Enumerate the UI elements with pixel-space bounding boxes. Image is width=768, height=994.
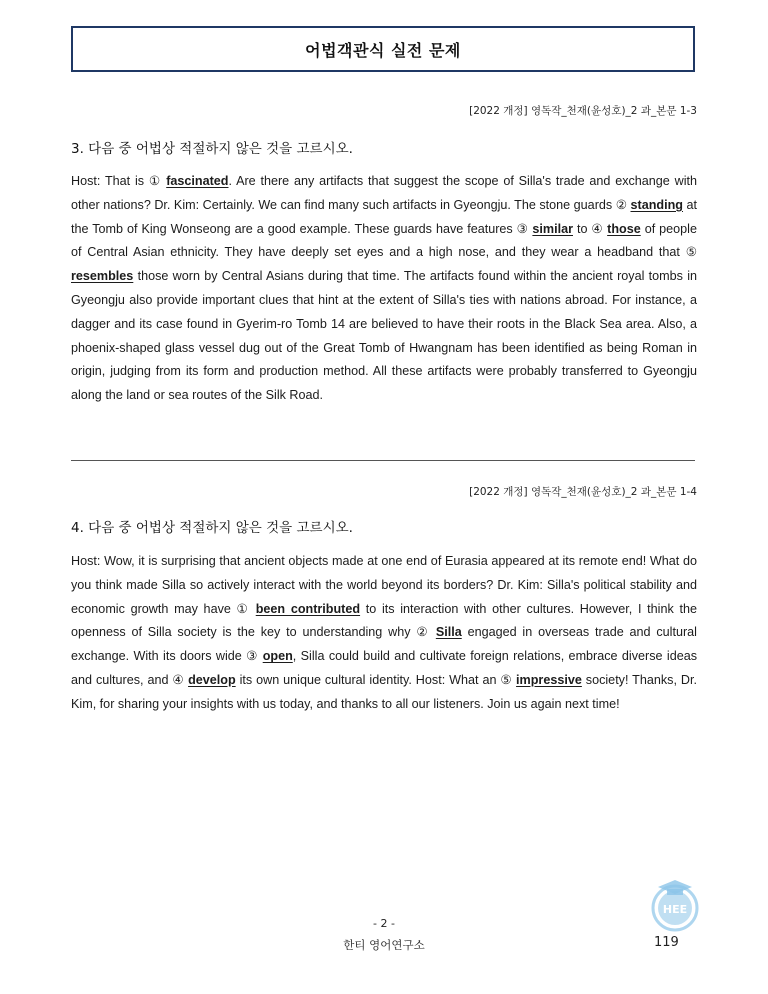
underlined-option: been contributed xyxy=(255,601,361,616)
underlined-option: develop xyxy=(188,672,236,687)
title-box xyxy=(71,26,695,72)
underlined-option: those xyxy=(607,221,641,236)
passage-text: , Silla could build and cultivate foreign relations, embrace diverse ideas and cultures, and ④ xyxy=(71,649,697,687)
passage-text: to its interaction with other cultures. However, I think the openness of Silla society is the key to understanding why ② xyxy=(71,601,697,640)
question-4-source: [2022 개정] 영독작_천재(윤성호)_2 과_본문 1-4 xyxy=(469,486,697,498)
underlined-option: standing xyxy=(630,197,683,212)
passage-text: Host: Wow, it is surprising that ancient objects made at one end of Eurasia appeared at its remote end! What do you think made Silla so actively interact with the world beyond its borders? Dr. Kim: Silla's political stability and economic growth may have ① xyxy=(71,554,697,616)
underlined-option: impressive xyxy=(516,672,582,687)
page-title: 어법객관식 실전 문제 xyxy=(305,40,461,60)
footer-org: 한티 영어연구소 xyxy=(343,938,425,952)
passage-text: of people of Central Asian ethnicity. They have deeply set eyes and a high nose, and they wear a headband that ⑤ xyxy=(71,221,697,260)
passage-text: its own unique cultural identity. Host: What an ⑤ xyxy=(235,672,517,687)
passage-text: engaged in overseas trade and cultural exchange. With its doors wide ③ xyxy=(71,625,697,664)
question-3-passage xyxy=(71,170,697,408)
underlined-option: similar xyxy=(532,221,573,236)
passage-text: Host: That is ① xyxy=(71,174,167,188)
logo-text: HEE xyxy=(662,903,688,916)
underlined-option: resembles xyxy=(71,269,134,284)
page-number: 119 xyxy=(654,935,679,950)
passage-text: at the Tomb of King Wonseong are a good example. These guards have features ③ xyxy=(71,197,697,236)
underlined-option: Silla xyxy=(435,625,462,640)
passage-text: . Are there any artifacts that suggest the scope of Silla's trade and exchange with other nations? Dr. Kim: Certainly. We can find many such artifacts in Gyeongju. The stone guards ② xyxy=(71,174,698,212)
underlined-option: fascinated xyxy=(166,174,229,188)
underlined-option: open xyxy=(262,649,293,664)
question-4-passage xyxy=(71,550,697,717)
passage-text: to ④ xyxy=(573,221,608,236)
section-divider xyxy=(71,460,695,461)
page-marker: - 2 - xyxy=(373,917,395,930)
question-4-stem: 4. 다음 중 어법상 적절하지 않은 것을 고르시오. xyxy=(71,520,353,536)
passage-text: those worn by Central Asians during that time. The artifacts found within the ancient royal tombs in Gyeongju also provide important clues that hint at the extent of Silla's ties with nations abroad. For instance, a dagger and its case found in Gyerim-ro Tomb 14 are believed to have their roots in the Black Sea area. Also, a phoenix-shaped glass vessel dug out of the Great Tomb of Hwangnam has been identified as being Roman in origin, judging from its form and production method. All these artifacts were probably transferred to Gyeongju along the land or sea routes of the Silk Road. xyxy=(71,269,697,403)
question-3-source: [2022 개정] 영독작_천재(윤성호)_2 과_본문 1-3 xyxy=(469,105,697,117)
question-3-stem: 3. 다음 중 어법상 적절하지 않은 것을 고르시오. xyxy=(71,141,353,157)
passage-text: society! Thanks, Dr. Kim, for sharing your insights with us today, and thanks to all our listeners. Join us again next time! xyxy=(71,672,698,711)
